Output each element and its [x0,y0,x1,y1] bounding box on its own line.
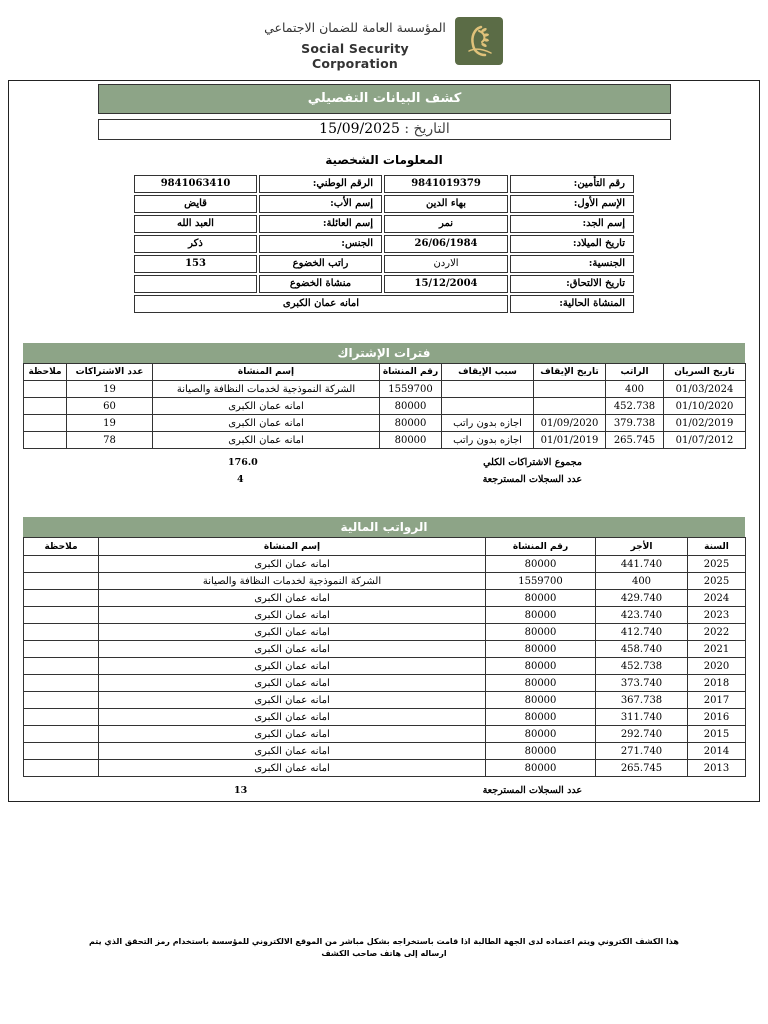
insurance-no-label: رقم التأمين: [510,175,634,193]
table-cell: امانه عمان الكبرى [99,624,486,641]
table-cell: 373.740 [596,675,688,692]
table-cell: 80000 [380,432,442,449]
table-cell: 80000 [486,692,596,709]
column-header: إسم المنشاة [153,364,380,381]
table-cell: امانه عمان الكبرى [99,658,486,675]
table-cell [24,381,67,398]
table-cell: 2015 [688,726,746,743]
salaries-records-value: 13 [234,785,248,796]
first-name: بهاء الدين [384,195,508,213]
table-cell [24,607,99,624]
table-cell: 01/09/2020 [534,415,606,432]
column-header: الأجر [596,538,688,556]
table-cell [24,398,67,415]
table-cell: 80000 [380,415,442,432]
column-header: سبب الإيقاف [442,364,534,381]
salaries-title: الرواتب المالية [23,517,745,537]
organization-logo [455,17,503,65]
column-header: رقم المنشاة [380,364,442,381]
table-cell [24,573,99,590]
table-cell [24,624,99,641]
date-label: التاريخ : [404,121,450,137]
table-cell: 80000 [486,624,596,641]
column-header: تاريخ الإيقاف [534,364,606,381]
table-cell: الشركة النموذجية لخدمات النظافة والصيانة [153,381,380,398]
salaries-records-label: عدد السجلات المسترجعة [482,785,582,796]
table-cell: 2024 [688,590,746,607]
gender: ذكر [134,235,257,253]
table-cell: اجازه بدون راتب [442,432,534,449]
table-cell: 80000 [486,641,596,658]
table-cell: 01/10/2020 [664,398,746,415]
table-cell: 265.745 [606,432,664,449]
table-cell [24,675,99,692]
national-no: 9841063410 [134,175,257,193]
table-header-row [24,364,746,381]
org-name-english: Social Security Corporation [301,41,409,71]
table-cell: امانه عمان الكبرى [153,415,380,432]
family-label: إسم العائلة: [259,215,382,233]
table-cell: امانه عمان الكبرى [153,398,380,415]
current-est-label: المنشاة الحالية: [510,295,634,313]
table-row [24,709,746,726]
table-cell: 78 [67,432,153,449]
table-cell: امانه عمان الكبرى [99,726,486,743]
table-cell: امانه عمان الكبرى [99,590,486,607]
wheat-logo-icon [455,17,503,65]
table-cell: 2014 [688,743,746,760]
grandfather-label: إسم الجد: [510,215,634,233]
birth-date: 26/06/1984 [384,235,508,253]
column-header: تاريخ السريان [664,364,746,381]
table-cell: 80000 [486,726,596,743]
table-row [24,607,746,624]
table-row [24,760,746,777]
table-cell: 19 [67,415,153,432]
table-cell: 01/01/2019 [534,432,606,449]
subscriptions-records-label: عدد السجلات المسترجعة [482,474,582,485]
table-cell: الشركة النموذجية لخدمات النظافة والصيانة [99,573,486,590]
page-header [0,14,768,70]
subscriptions-total-value: 176.0 [228,457,258,468]
table-cell: 429.740 [596,590,688,607]
nationality-label: الجنسية: [510,255,634,273]
table-cell: 458.740 [596,641,688,658]
column-header: ملاحظة [24,364,67,381]
gender-label: الجنس: [259,235,382,253]
table-cell [24,743,99,760]
table-cell: 423.740 [596,607,688,624]
subject-est-label: منشاة الخضوع [259,275,382,293]
join-date: 15/12/2004 [384,275,508,293]
table-cell: امانه عمان الكبرى [99,692,486,709]
table-header-row [24,538,746,556]
table-cell: امانه عمان الكبرى [99,675,486,692]
table-row [24,624,746,641]
salaries-table [23,537,746,777]
table-cell: 412.740 [596,624,688,641]
table-cell: 2018 [688,675,746,692]
table-row [24,692,746,709]
table-cell [534,381,606,398]
column-header: ملاحظة [24,538,99,556]
table-cell: 2016 [688,709,746,726]
table-cell [442,398,534,415]
subscriptions-table [23,363,746,449]
table-cell [24,692,99,709]
grandfather-name: نمر [384,215,508,233]
table-cell: 441.740 [596,556,688,573]
table-cell: 379.738 [606,415,664,432]
subject-salary: 153 [134,255,257,273]
table-cell: امانه عمان الكبرى [99,641,486,658]
table-cell: 2023 [688,607,746,624]
father-name: قايض [134,195,257,213]
table-row [24,573,746,590]
subject-salary-label: راتب الخضوع [259,255,382,273]
report-title: كشف البيانات التفصيلي [98,84,671,114]
table-cell: 80000 [486,658,596,675]
subscriptions-records-value: 4 [237,474,244,485]
table-row [24,398,746,415]
table-cell: 2025 [688,556,746,573]
table-row [24,556,746,573]
table-cell [24,590,99,607]
birth-date-label: تاريخ الميلاد: [510,235,634,253]
subscriptions-title: فترات الإشتراك [23,343,745,363]
table-row [24,432,746,449]
table-cell: 452.738 [596,658,688,675]
table-row [24,675,746,692]
table-row [24,641,746,658]
table-row [24,658,746,675]
table-cell: 311.740 [596,709,688,726]
first-name-label: الإسم الأول: [510,195,634,213]
personal-info-title: المعلومات الشخصية [325,153,443,167]
table-cell: 271.740 [596,743,688,760]
footer-note: هذا الكشف الكتروني ويتم اعتماده لدى الجهة الطالبة اذا قامت باستخراجه بشكل مباشر من الموقع الالكتروني للمؤسسة باستخدام رمز التحقق الذي يتم ارساله إلى هاتف صاحب الكشف [89,937,679,958]
date-value: 15/09/2025 [319,121,400,137]
table-row [24,726,746,743]
table-cell [24,726,99,743]
subject-est-value [134,275,257,293]
table-cell: 2022 [688,624,746,641]
column-header: السنة [688,538,746,556]
table-cell [24,432,67,449]
table-cell: 367.738 [596,692,688,709]
table-cell: 80000 [486,760,596,777]
table-cell: امانه عمان الكبرى [99,709,486,726]
table-cell: 400 [606,381,664,398]
current-est: امانه عمان الكبرى [134,295,508,313]
table-cell: 80000 [380,398,442,415]
table-cell: 1559700 [380,381,442,398]
table-cell: 452.738 [606,398,664,415]
organization-name [262,20,448,71]
table-cell [24,658,99,675]
column-header: إسم المنشاة [99,538,486,556]
father-name-label: إسم الأب: [259,195,382,213]
table-cell: 01/02/2019 [664,415,746,432]
column-header: الراتب [606,364,664,381]
table-cell: 1559700 [486,573,596,590]
report-date [98,119,671,140]
table-cell: 2021 [688,641,746,658]
table-cell: 265.745 [596,760,688,777]
table-cell: 400 [596,573,688,590]
table-cell [24,760,99,777]
table-cell: امانه عمان الكبرى [99,760,486,777]
table-cell: 292.740 [596,726,688,743]
org-name-arabic: المؤسسة العامة للضمان الاجتماعي [264,20,446,35]
family-name: العبد الله [134,215,257,233]
table-cell: 01/07/2012 [664,432,746,449]
table-cell: امانه عمان الكبرى [99,743,486,760]
national-no-label: الرقم الوطني: [259,175,382,193]
table-row [24,590,746,607]
table-cell: 80000 [486,709,596,726]
table-cell: 2013 [688,760,746,777]
table-cell [24,709,99,726]
nationality: الاردن [384,255,508,273]
table-cell: 2020 [688,658,746,675]
table-cell [24,556,99,573]
table-cell [442,381,534,398]
table-cell [24,415,67,432]
table-cell: 2025 [688,573,746,590]
table-cell [534,398,606,415]
table-row [24,415,746,432]
insurance-no: 9841019379 [384,175,508,193]
table-cell: امانه عمان الكبرى [99,607,486,624]
table-cell: 01/03/2024 [664,381,746,398]
table-cell: 2017 [688,692,746,709]
table-cell: اجازه بدون راتب [442,415,534,432]
table-cell: 80000 [486,675,596,692]
table-cell: 80000 [486,556,596,573]
table-cell [24,641,99,658]
table-cell: 80000 [486,743,596,760]
table-cell: 19 [67,381,153,398]
table-cell: 80000 [486,590,596,607]
table-cell: امانه عمان الكبرى [153,432,380,449]
table-cell: 60 [67,398,153,415]
column-header: رقم المنشاة [486,538,596,556]
subscriptions-total-label: مجموع الاشتراكات الكلي [483,457,582,468]
table-cell: امانه عمان الكبرى [99,556,486,573]
join-date-label: تاريخ الالتحاق: [510,275,634,293]
table-row [24,743,746,760]
table-row [24,381,746,398]
table-cell: 80000 [486,607,596,624]
column-header: عدد الاشتراكات [67,364,153,381]
